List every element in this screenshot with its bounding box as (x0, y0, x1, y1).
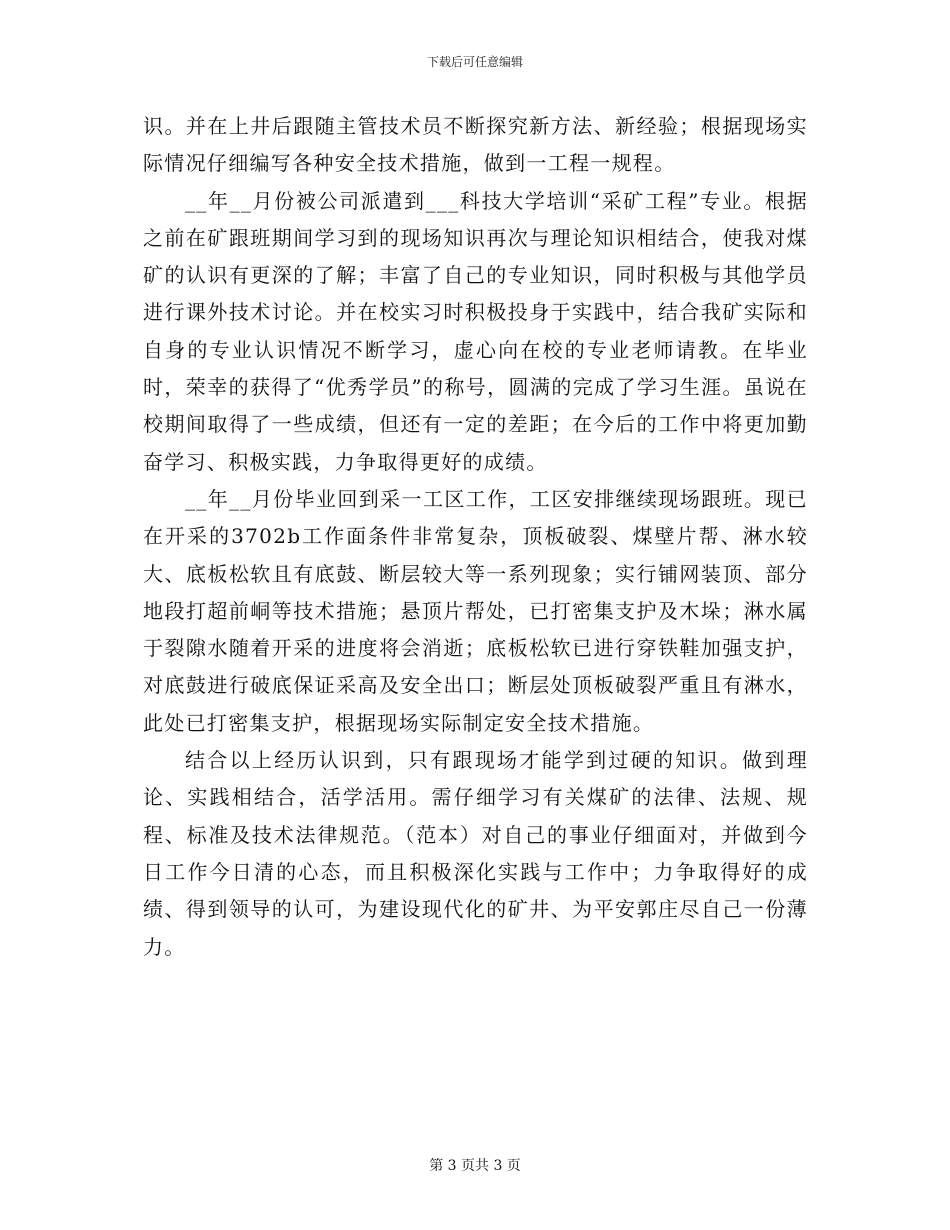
page-header: 下载后可任意编辑 (426, 55, 523, 69)
paragraph-1: 识。并在上井后跟随主管技术员不断探究新方法、新经验；根据现场实际情况仔细编写各种安全技术措施，做到一工程一规程。 (143, 114, 808, 176)
paragraph-2: __年__月份被公司派遣到___科技大学培训“采矿工程”专业。根据之前在矿跟班期间学习到的现场知识再次与理论知识相结合，使我对煤矿的认识有更深的了解；丰富了自己的专业知识，同时积极与其他学员进行课外技术讨论。并在校实习时积极投身于实践中，结合我矿实际和自身的专业认识情况不断学习，虚心向在校的专业老师请教。在毕业时，荣幸的获得了“优秀学员”的称号，圆满的完成了学习生涯。虽说在校期间取得了一些成绩，但还有一定的差距；在今后的工作中将更加勤奋学习、积极实践，力争取得更好的成绩。 (143, 188, 808, 474)
page-number: 第 3 页共 3 页 (429, 1158, 521, 1174)
paragraph-4: 结合以上经历认识到，只有跟现场才能学到过硬的知识。做到理论、实践相结合，活学活用。需仔细学习有关煤矿的法律、法规、规程、标准及技术法律规范。（范本）对自己的事业仔细面对，并做到今日工作今日清的心态，而且积极深化实践与工作中；力争取得好的成绩、得到领导的认可，为建设现代化的矿井、为平安郭庄尽自己一份薄力。 (143, 748, 808, 959)
paragraph-3: __年__月份毕业回到采一工区工作，工区安排继续现场跟班。现已在开采的3702b工作面条件非常复杂，顶板破裂、煤壁片帮、淋水较大、底板松软且有底鼓、断层较大等一系列现象；实行铺网装顶、部分地段打超前峒等技术措施；悬顶片帮处，已打密集支护及木垛；淋水属于裂隙水随着开采的进度将会消逝；底板松软已进行穿铁鞋加强支护，对底鼓进行破底保证采高及安全出口；断层处顶板破裂严重且有淋水，此处已打密集支护，根据现场实际制定安全技术措施。 (143, 486, 808, 735)
document-body (143, 108, 808, 966)
